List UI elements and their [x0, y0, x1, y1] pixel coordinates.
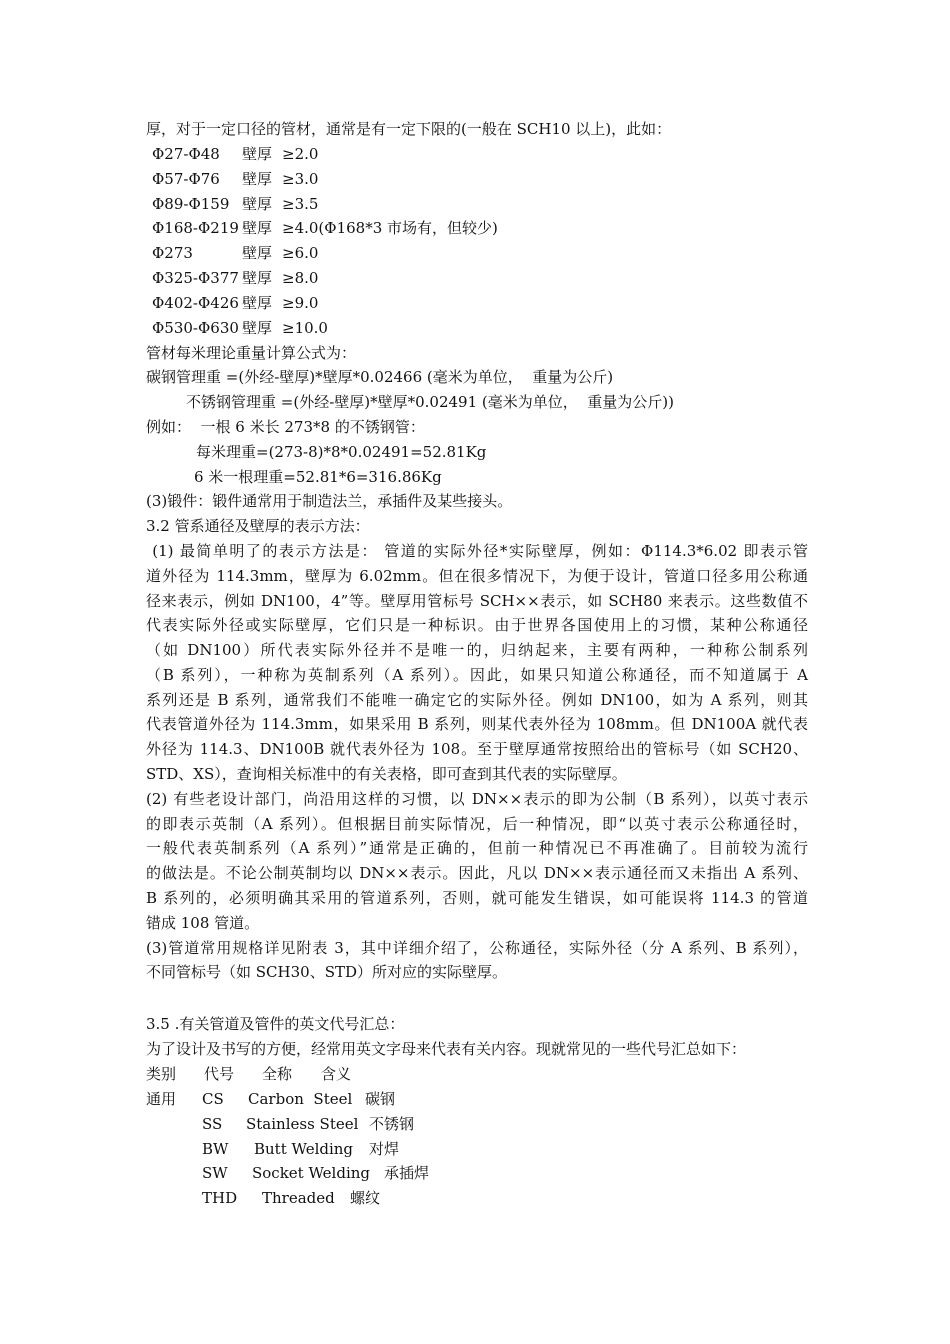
header-full-name: 全称: [262, 1065, 293, 1083]
range: Φ273: [152, 244, 193, 262]
paragraph-line: 的即表示英制（A 系列）。但根据目前实际情况，后一种情况，即“以英寸表示公称通径时，: [146, 815, 808, 833]
formula-stainless: 不锈钢管理重 =(外经-壁厚)*壁厚*0.02491 (毫米为单位， 重量为公斤)): [186, 393, 675, 411]
full-name: Butt Welding: [254, 1140, 354, 1158]
paragraph-line: (1) 最简单明了的表示方法是： 管道的实际外径*实际壁厚，例如：Φ114.3*6.02 即表示管: [146, 542, 808, 560]
meaning: 不锈钢: [369, 1115, 415, 1133]
label: 壁厚: [242, 294, 273, 312]
meaning: 对焊: [369, 1140, 400, 1158]
header-code: 代号: [204, 1065, 235, 1083]
value: ≥2.0: [282, 145, 319, 163]
value: ≥9.0: [282, 294, 319, 312]
paragraph-line: （如 DN100）所代表实际外径并不是唯一的，归纳起来，主要有两种，一种称公制系列: [146, 641, 808, 659]
header-meaning: 含义: [321, 1065, 352, 1083]
range: Φ27-Φ48: [152, 145, 220, 163]
section-intro: 为了设计及书写的方便，经常用英文字母来代表有关内容。现就常见的一些代号汇总如下：: [146, 1040, 747, 1058]
range: Φ325-Φ377: [152, 269, 239, 287]
range: Φ57-Φ76: [152, 170, 220, 188]
forging-text: (3)锻件：锻件通常用于制造法兰，承插件及某些接头。: [146, 492, 513, 510]
range: Φ530-Φ630: [152, 319, 239, 337]
code: CS: [202, 1090, 224, 1108]
formula-calc-total: 6 米一根理重=52.81*6=316.86Kg: [194, 468, 442, 486]
value: ≥6.0: [282, 244, 319, 262]
category-label: 通用: [146, 1090, 177, 1108]
range: Φ402-Φ426: [152, 294, 239, 312]
section-title: 3.2 管系通径及壁厚的表示方法：: [146, 517, 370, 535]
paragraph-line: (2) 有些老设计部门，尚沿用这样的习惯，以 DN××表示的即为公制（B 系列），以英寸表示: [146, 790, 808, 808]
paragraph-line: 系列还是 B 系列，通常我们不能唯一确定它的实际外径。例如 DN100，如为 A 系列，则其: [146, 691, 808, 709]
paragraph-line: STD、XS），查询相关标准中的有关表格，即可查到其代表的实际壁厚。: [146, 765, 627, 783]
formula-carbon: 碳钢管理重 =(外经-壁厚)*壁厚*0.02466 (毫米为单位， 重量为公斤): [146, 368, 614, 386]
paragraph-line: 代表实际外径或实际壁厚，它们只是一种标识。由于世界各国使用上的习惯，某种公称通径: [146, 616, 808, 634]
paragraph-line: 一般代表英制系列（A 系列）”通常是正确的，但前一种情况已不再准确了。目前较为流行: [146, 839, 808, 857]
paragraph-line: 错成 108 管道。: [146, 914, 260, 932]
formula-heading: 管材每米理论重量计算公式为：: [146, 344, 357, 362]
section-title: 3.5 .有关管道及管件的英文代号汇总：: [146, 1015, 405, 1033]
paragraph-line: 道外径为 114.3mm，壁厚为 6.02mm。但在很多情况下，为便于设计，管道口径多用公称通: [146, 567, 808, 585]
code: SS: [202, 1115, 223, 1133]
header-category: 类别: [146, 1065, 177, 1083]
range: Φ168-Φ219: [152, 219, 239, 237]
value: ≥10.0: [282, 319, 328, 337]
paragraph-line: 外径为 114.3、DN100B 就代表外径为 108。至于壁厚通常按照给出的管标号（如 SCH20、: [146, 740, 808, 758]
paragraph-line: 径来表示，例如 DN100，4”等。壁厚用管标号 SCH××表示，如 SCH80 来表示。这些数值不: [146, 592, 808, 610]
full-name: Carbon Steel: [248, 1090, 353, 1108]
label: 壁厚: [242, 219, 273, 237]
label: 壁厚: [242, 145, 273, 163]
value: ≥3.0: [282, 170, 319, 188]
paragraph-line: (3)管道常用规格详见附表 3，其中详细介绍了，公称通径，实际外径（分 A 系列、B 系列），: [146, 939, 808, 957]
label: 壁厚: [242, 319, 273, 337]
paragraph-line: 的做法是。不论公制英制均以 DN××表示。因此，凡以 DN××表示通径而又未指出 A 系列、: [146, 864, 808, 882]
paragraph-line: 代表管道外径为 114.3mm，如果采用 B 系列，则某代表外径为 108mm。但 DN100A 就代表: [146, 715, 808, 733]
meaning: 螺纹: [350, 1189, 381, 1207]
full-name: Stainless Steel: [246, 1115, 359, 1133]
formula-calc-per-meter: 每米理重=(273-8)*8*0.02491=52.81Kg: [196, 443, 487, 461]
meaning: 承插焊: [384, 1164, 430, 1182]
paragraph-line: （B 系列），一种称为英制系列（A 系列）。因此，如果只知道公称通径，而不知道属于 A: [146, 666, 808, 684]
intro-text: 厚，对于一定口径的管材，通常是有一定下限的(一般在 SCH10 以上)，此如：: [146, 120, 672, 138]
value: ≥4.0(Φ168*3 市场有，但较少): [282, 219, 498, 237]
code: BW: [202, 1140, 229, 1158]
label: 壁厚: [242, 195, 273, 213]
paragraph-line: B 系列的，必须明确其采用的管道系列，否则，就可能发生错误，如可能误将 114.3 的管道: [146, 889, 808, 907]
range: Φ89-Φ159: [152, 195, 230, 213]
value: ≥3.5: [282, 195, 319, 213]
full-name: Socket Welding: [252, 1164, 371, 1182]
label: 壁厚: [242, 269, 273, 287]
paragraph-line: 不同管标号（如 SCH30、STD）所对应的实际壁厚。: [146, 963, 507, 981]
label: 壁厚: [242, 244, 273, 262]
full-name: Threaded: [262, 1189, 335, 1207]
code: THD: [202, 1189, 238, 1207]
formula-example: 例如： 一根 6 米长 273*8 的不锈钢管：: [146, 418, 425, 436]
value: ≥8.0: [282, 269, 319, 287]
label: 壁厚: [242, 170, 273, 188]
meaning: 碳钢: [365, 1090, 396, 1108]
code: SW: [202, 1164, 228, 1182]
